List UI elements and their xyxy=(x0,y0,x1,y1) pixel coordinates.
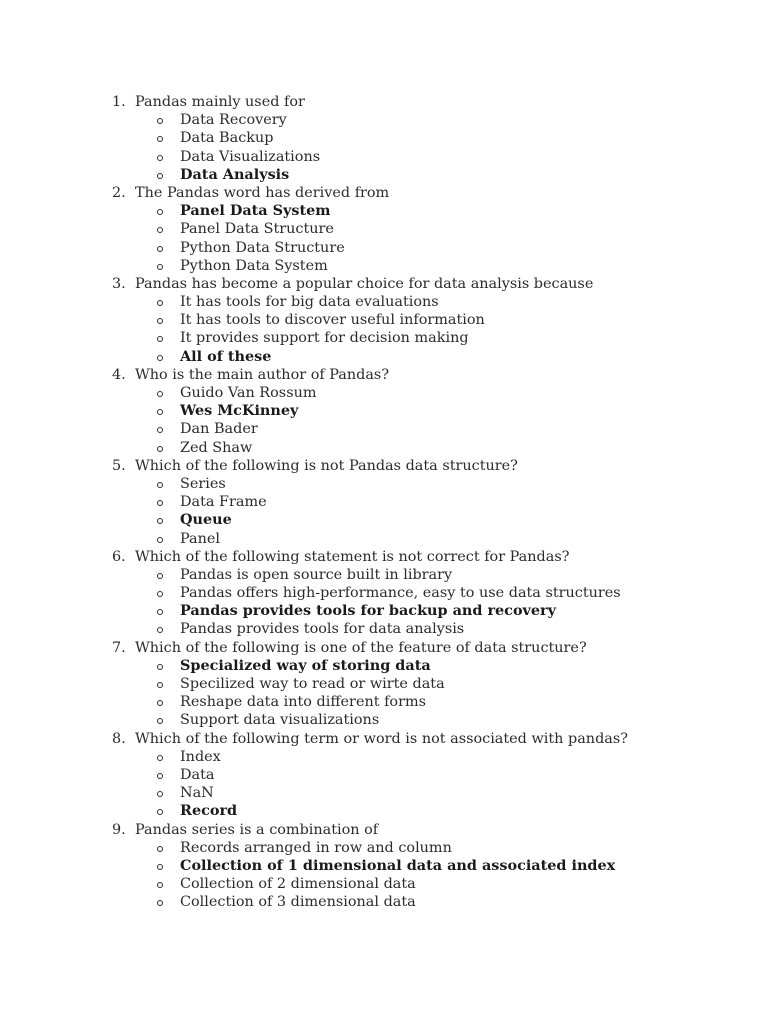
answer-option xyxy=(0,311,768,329)
answer-option xyxy=(0,384,768,402)
option-text: Zed Shaw xyxy=(180,439,253,456)
hollow-circle-bullet-icon xyxy=(157,246,163,252)
hollow-circle-bullet-icon xyxy=(157,864,163,870)
option-text: Python Data System xyxy=(180,257,328,274)
option-text: All of these xyxy=(180,347,272,365)
question-line xyxy=(0,548,768,566)
option-text: Panel xyxy=(180,530,221,547)
hollow-circle-bullet-icon xyxy=(157,809,163,815)
question-item xyxy=(0,821,768,912)
hollow-circle-bullet-icon xyxy=(157,518,163,524)
answer-option xyxy=(0,566,768,584)
question-line xyxy=(0,639,768,657)
question-item xyxy=(0,639,768,730)
question-text: Pandas mainly used for xyxy=(135,94,305,110)
hollow-circle-bullet-icon xyxy=(157,336,163,342)
question-line xyxy=(0,184,768,202)
answer-option xyxy=(0,293,768,311)
hollow-circle-bullet-icon xyxy=(157,355,163,361)
question-item xyxy=(0,366,768,457)
question-number: 1. xyxy=(112,94,126,110)
hollow-circle-bullet-icon xyxy=(157,264,163,270)
option-text: Records arranged in row and column xyxy=(180,839,452,856)
answer-option xyxy=(0,893,768,911)
option-text: Python Data Structure xyxy=(180,239,345,256)
option-text: Specilized way to read or wirte data xyxy=(180,676,445,692)
hollow-circle-bullet-icon xyxy=(157,900,163,906)
option-text: Data Recovery xyxy=(180,112,287,129)
answer-option-correct xyxy=(0,402,768,420)
question-number: 5. xyxy=(112,457,126,474)
option-text: Reshape data into different forms xyxy=(180,694,426,711)
answer-option xyxy=(0,148,768,166)
answer-option xyxy=(0,220,768,238)
question-text: Which of the following statement is not correct for Pandas? xyxy=(135,548,570,565)
option-text: Pandas is open source built in library xyxy=(180,566,453,583)
option-text: Panel Data Structure xyxy=(180,221,334,238)
option-text: It has tools to discover useful information xyxy=(180,312,485,329)
answer-option xyxy=(0,530,768,548)
hollow-circle-bullet-icon xyxy=(157,591,163,597)
answer-option-correct xyxy=(0,602,768,620)
answer-option-correct xyxy=(0,857,768,875)
question-line xyxy=(0,730,768,748)
hollow-circle-bullet-icon xyxy=(157,573,163,579)
hollow-circle-bullet-icon xyxy=(157,537,163,543)
hollow-circle-bullet-icon xyxy=(157,773,163,779)
answer-option xyxy=(0,748,768,766)
hollow-circle-bullet-icon xyxy=(157,173,163,179)
answer-option-correct xyxy=(0,348,768,366)
question-item xyxy=(0,548,768,639)
hollow-circle-bullet-icon xyxy=(157,755,163,761)
question-text: The Pandas word has derived from xyxy=(135,184,390,201)
hollow-circle-bullet-icon xyxy=(157,427,163,433)
hollow-circle-bullet-icon xyxy=(157,609,163,615)
answer-option-correct xyxy=(0,202,768,220)
answer-option xyxy=(0,329,768,347)
question-number: 6. xyxy=(112,548,126,565)
question-item xyxy=(0,93,768,184)
question-number: 3. xyxy=(112,275,126,292)
option-text: Pandas provides tools for backup and recovery xyxy=(180,602,556,620)
question-line xyxy=(0,821,768,839)
hollow-circle-bullet-icon xyxy=(157,682,163,688)
option-text: Data Analysis xyxy=(180,165,290,183)
hollow-circle-bullet-icon xyxy=(157,664,163,670)
hollow-circle-bullet-icon xyxy=(157,209,163,215)
option-text: Dan Bader xyxy=(180,421,258,438)
hollow-circle-bullet-icon xyxy=(157,446,163,452)
option-text: Queue xyxy=(180,511,232,529)
hollow-circle-bullet-icon xyxy=(157,227,163,233)
option-text: Collection of 1 dimensional data and associated index xyxy=(180,856,616,874)
hollow-circle-bullet-icon xyxy=(157,627,163,633)
question-number: 8. xyxy=(112,730,126,747)
option-text: Data Visualizations xyxy=(180,148,321,165)
hollow-circle-bullet-icon xyxy=(157,300,163,306)
question-number: 9. xyxy=(112,821,126,838)
answer-option xyxy=(0,875,768,893)
question-line xyxy=(0,366,768,384)
answer-option xyxy=(0,111,768,129)
question-line xyxy=(0,275,768,293)
question-text: Which of the following is one of the feature of data structure? xyxy=(135,639,587,656)
question-text: Which of the following is not Pandas data structure? xyxy=(135,457,518,474)
hollow-circle-bullet-icon xyxy=(157,136,163,142)
question-line xyxy=(0,457,768,475)
question-line xyxy=(0,93,768,111)
option-text: Wes McKinney xyxy=(180,402,299,420)
option-text: Specialized way of storing data xyxy=(180,656,431,674)
hollow-circle-bullet-icon xyxy=(157,882,163,888)
answer-option-correct xyxy=(0,166,768,184)
hollow-circle-bullet-icon xyxy=(157,318,163,324)
question-number: 4. xyxy=(112,366,126,383)
answer-option xyxy=(0,693,768,711)
answer-option xyxy=(0,620,768,638)
answer-option xyxy=(0,439,768,457)
question-item xyxy=(0,184,768,275)
question-item xyxy=(0,730,768,821)
question-item xyxy=(0,457,768,548)
answer-option xyxy=(0,493,768,511)
answer-option xyxy=(0,675,768,693)
question-number: 2. xyxy=(112,184,126,201)
answer-option xyxy=(0,420,768,438)
hollow-circle-bullet-icon xyxy=(157,409,163,415)
option-text: It has tools for big data evaluations xyxy=(180,294,439,311)
hollow-circle-bullet-icon xyxy=(157,500,163,506)
hollow-circle-bullet-icon xyxy=(157,391,163,397)
option-text: Data Frame xyxy=(180,494,267,511)
answer-option-correct xyxy=(0,657,768,675)
option-text: Record xyxy=(180,802,238,820)
question-item xyxy=(0,275,768,366)
question-text: Who is the main author of Pandas? xyxy=(135,366,390,383)
answer-option-correct xyxy=(0,511,768,529)
hollow-circle-bullet-icon xyxy=(157,846,163,852)
question-list xyxy=(0,93,768,911)
option-text: Pandas offers high-performance, easy to use data structures xyxy=(180,585,621,602)
option-text: Support data visualizations xyxy=(180,712,380,729)
answer-option xyxy=(0,475,768,493)
option-text: Index xyxy=(180,748,221,765)
hollow-circle-bullet-icon xyxy=(157,718,163,724)
option-text: Series xyxy=(180,475,226,492)
answer-option xyxy=(0,839,768,857)
question-text: Pandas series is a combination of xyxy=(135,821,379,838)
hollow-circle-bullet-icon xyxy=(157,118,163,124)
option-text: Pandas provides tools for data analysis xyxy=(180,621,465,638)
answer-option xyxy=(0,784,768,802)
hollow-circle-bullet-icon xyxy=(157,791,163,797)
answer-option-correct xyxy=(0,802,768,820)
option-text: Guido Van Rossum xyxy=(180,385,317,401)
answer-option xyxy=(0,584,768,602)
option-text: Data xyxy=(180,766,215,783)
answer-option xyxy=(0,129,768,147)
option-text: Data Backup xyxy=(180,130,274,147)
answer-option xyxy=(0,711,768,729)
hollow-circle-bullet-icon xyxy=(157,155,163,161)
question-text: Pandas has become a popular choice for data analysis because xyxy=(135,275,594,292)
question-text: Which of the following term or word is not associated with pandas? xyxy=(135,730,628,747)
option-text: It provides support for decision making xyxy=(180,330,469,347)
question-number: 7. xyxy=(112,639,126,656)
option-text: NaN xyxy=(180,785,214,802)
answer-option xyxy=(0,766,768,784)
answer-option xyxy=(0,239,768,257)
option-text: Panel Data System xyxy=(180,202,331,220)
hollow-circle-bullet-icon xyxy=(157,700,163,706)
option-text: Collection of 3 dimensional data xyxy=(180,894,416,911)
option-text: Collection of 2 dimensional data xyxy=(180,876,416,893)
hollow-circle-bullet-icon xyxy=(157,482,163,488)
answer-option xyxy=(0,257,768,275)
